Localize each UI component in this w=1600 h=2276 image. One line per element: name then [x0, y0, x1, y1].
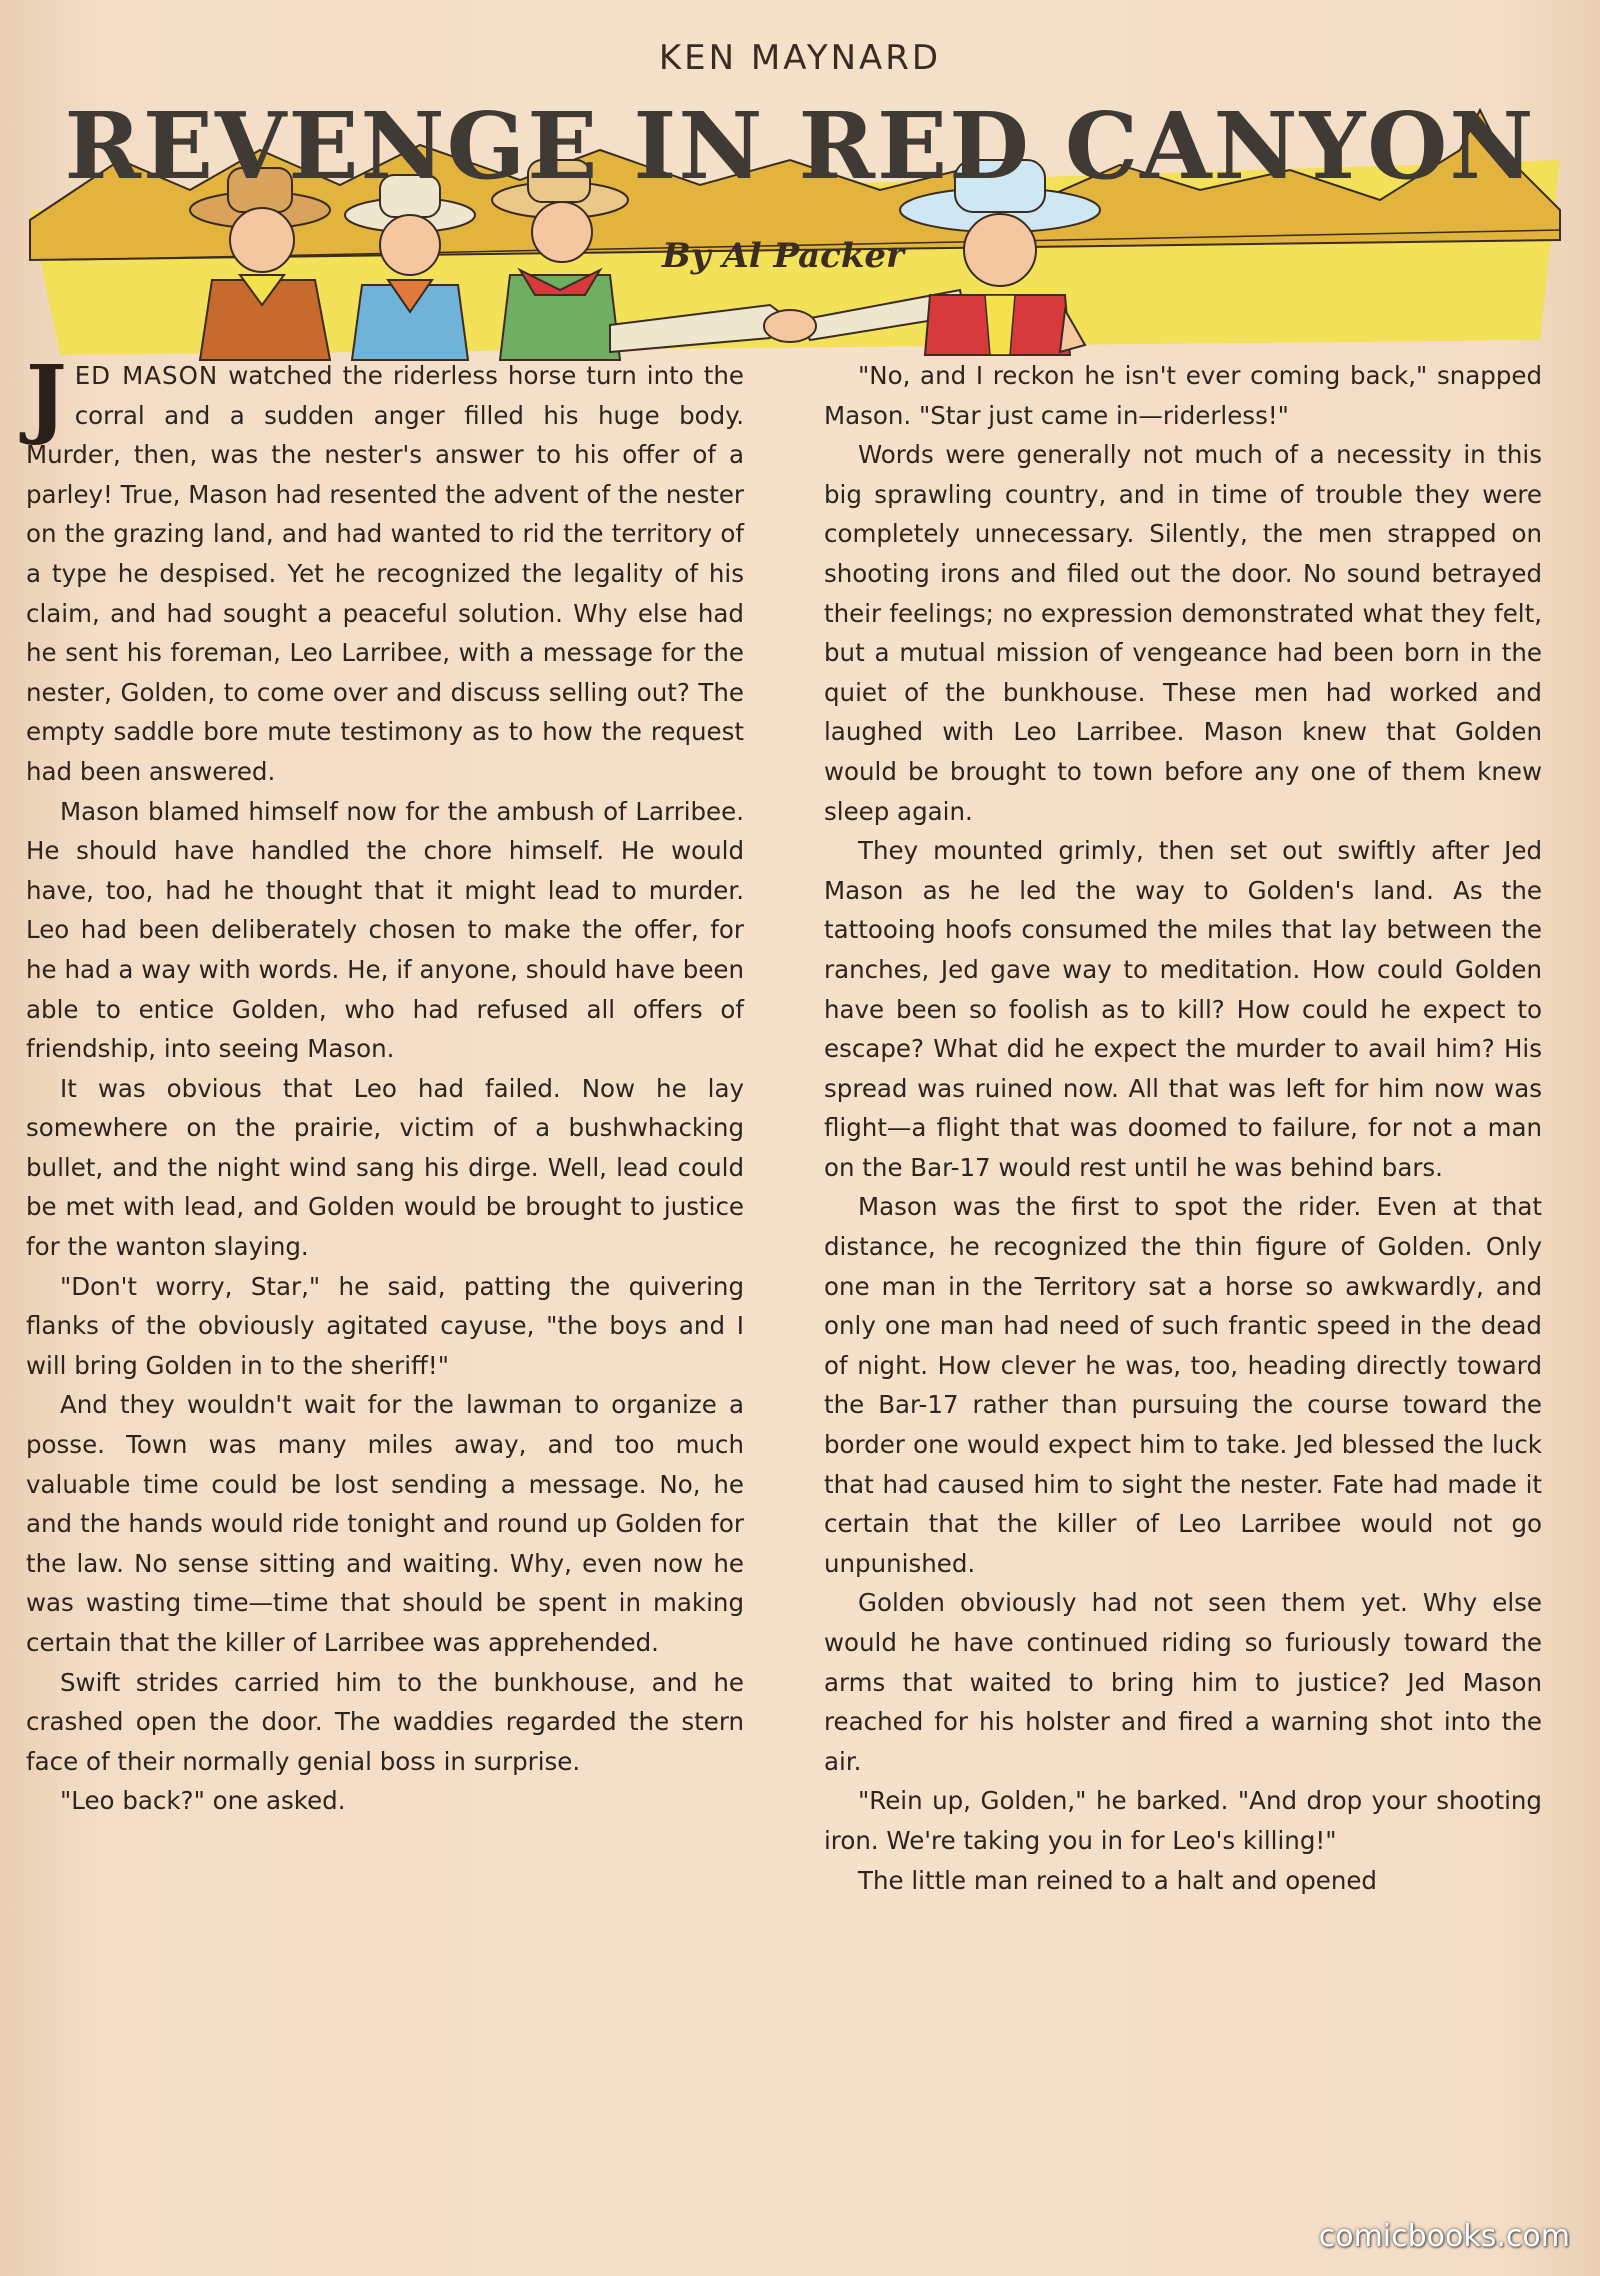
watermark: comicbooks.com — [1318, 2219, 1570, 2254]
paragraph: Mason blamed himself now for the ambush of Larribee. He should have handled the chore himself. He would have, too, had he thought that it might lead to murder. Leo had been deliberately chosen to make the offer, for he had a way with words. He, if anyone, should have been able to entice Golden, who had refused all offers of friendship, into seeing Mason. — [26, 796, 744, 1064]
paragraph: Golden obviously had not seen them yet. Why else would he have continued riding so furiously toward the arms that waited to bring him to justice? Jed Mason reached for his holster and fired a warning shot into the air. — [824, 1588, 1542, 1776]
running-head: KEN MAYNARD — [658, 38, 942, 78]
left-column — [26, 347, 745, 1821]
byline: By Al Packer — [662, 236, 904, 276]
lead-caps: ED MASON — [74, 361, 219, 390]
story-title: REVENGE IN RED CANYON — [64, 92, 1536, 200]
paragraph: Words were generally not much of a necessity in this big sprawling country, and in time of trouble they were completely unnecessary. Silently, the men strapped on shooting irons and filed out the door. No sound betrayed their feelings; no expression demonstrated what they felt, but a mutual mission of vengeance had been born in the quiet of the bunkhouse. These men had worked and laughed with Leo Larribee. Mason knew that Golden would be brought to town before any one of them knew sleep again. — [824, 440, 1542, 826]
paragraph: "Don't worry, Star," he said, patting the quivering flanks of the obviously agitated cayuse, "the boys and I will bring Golden in to the sheriff!" — [26, 1271, 744, 1380]
paragraph: "No, and I reckon he isn't ever coming back," snapped Mason. "Star just came in—riderless!" — [824, 361, 1542, 430]
paragraph — [26, 347, 745, 792]
right-column — [824, 356, 1542, 1900]
drop-cap: J — [26, 347, 67, 448]
paragraph: Swift strides carried him to the bunkhouse, and he crashed open the door. The waddies regarded the stern face of their normally genial boss in surprise. — [26, 1667, 744, 1776]
paragraph: Mason was the first to spot the rider. Even at that distance, he recognized the thin figure of Golden. Only one man in the Territory sat a horse so awkwardly, and only one man had need of such frantic speed in the dead of night. How clever he was, too, heading directly toward the Bar-17 rather than pursuing the course toward the border one would expect him to take. Jed blessed the luck that had caused him to sight the nester. Fate had made it certain that the killer of Leo Larribee would not go unpunished. — [824, 1192, 1542, 1578]
paragraph: "Leo back?" one asked. — [60, 1786, 346, 1816]
paragraph: It was obvious that Leo had failed. Now he lay somewhere on the prairie, victim of a bushwhacking bullet, and the night wind sang his dirge. Well, lead could be met with lead, and Golden would be brought to justice for the wanton slaying. — [26, 1073, 744, 1262]
paragraph-text: watched the riderless horse turn into the corral and a sudden anger filled his huge body. Murder, then, was the nester's answer to his offer of a parley! True, Mason had resented the advent of the nester on the grazing land, and had wanted to rid the territory of a type he despised. Yet he recognized the legality of his claim, and had sought a peaceful solution. Why else had he sent his foreman, Leo Larribee, with a message for the nester, Golden, to come over and discuss selling out? The empty saddle bore mute testimony as to how the request had been answered. — [26, 361, 745, 786]
paragraph: They mounted grimly, then set out swiftly after Jed Mason as he led the way to Golden's land. As the tattooing hoofs consumed the miles that lay between the ranches, Jed gave way to meditation. How could Golden have been so foolish as to kill? How could he expect to escape? What did he expect the murder to avail him? His spread was ruined now. All that was left for him now was flight—a flight that was doomed to failure, for not a man on the Bar-17 would rest until he was behind bars. — [824, 836, 1542, 1182]
paragraph: And they wouldn't wait for the lawman to organize a posse. Town was many miles away, and too much valuable time could be lost sending a message. No, he and the hands would ride tonight and round up Golden for the law. No sense sitting and waiting. Why, even now he was wasting time—time that should be spent in making certain that the killer of Larribee was apprehended. — [26, 1390, 744, 1657]
paragraph: The little man reined to a halt and opened — [858, 1865, 1377, 1895]
paragraph: "Rein up, Golden," he barked. "And drop your shooting iron. We're taking you in for Leo's killing!" — [824, 1786, 1542, 1855]
